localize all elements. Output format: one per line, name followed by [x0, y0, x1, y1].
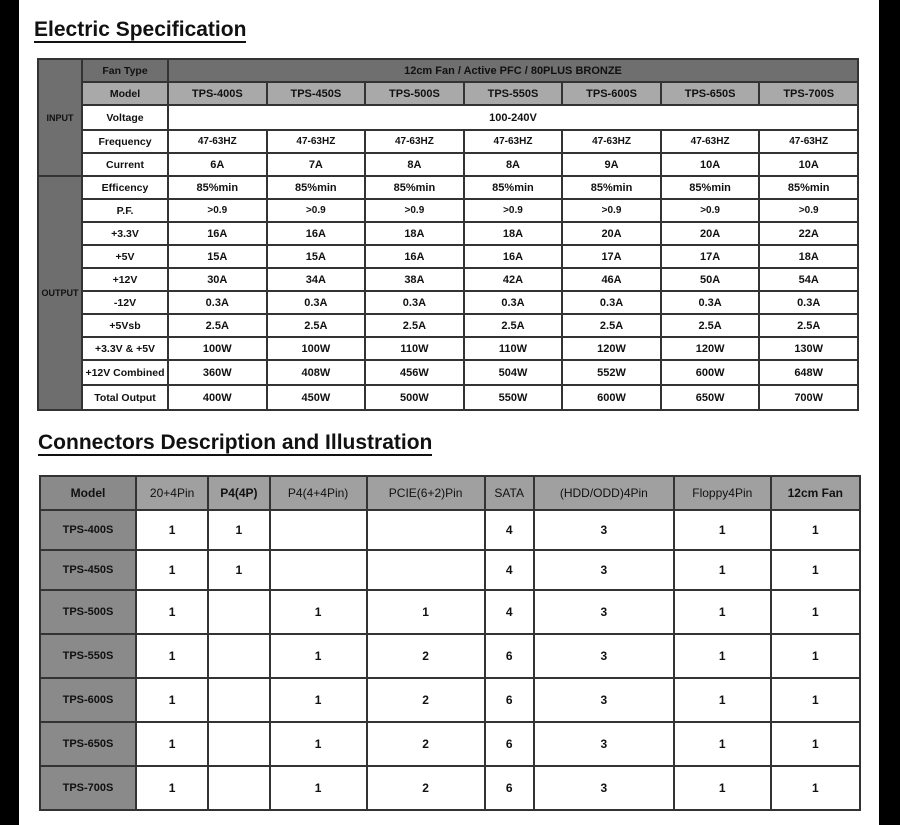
column-header: SATA: [485, 476, 534, 510]
spec-value: 110W: [464, 337, 563, 360]
spec-value: 47-63HZ: [365, 130, 464, 153]
spec-value: 22A: [759, 222, 858, 245]
connector-count: 1: [674, 510, 771, 550]
model-cell: TPS-650S: [40, 722, 136, 766]
spec-row: [38, 130, 858, 153]
spec-value: 34A: [267, 268, 366, 291]
column-header: PCIE(6+2)Pin: [367, 476, 485, 510]
connector-count: [367, 550, 485, 590]
connector-count: 1: [674, 550, 771, 590]
spec-value: >0.9: [562, 199, 661, 222]
spec-value: 450W: [267, 385, 366, 410]
connector-count: 3: [534, 766, 674, 810]
connector-count: 4: [485, 510, 534, 550]
spec-value: 550W: [464, 385, 563, 410]
connector-count: 1: [208, 510, 269, 550]
spec-value: 0.3A: [168, 291, 267, 314]
spec-value: 46A: [562, 268, 661, 291]
spec-value: 120W: [661, 337, 760, 360]
spec-value: 54A: [759, 268, 858, 291]
row-label: +3.3V: [82, 222, 168, 245]
spec-value: 0.3A: [464, 291, 563, 314]
connector-count: 6: [485, 766, 534, 810]
row-label: Total Output: [82, 385, 168, 410]
row-label: Fan Type: [82, 59, 168, 82]
table-row: [40, 590, 860, 634]
connector-count: 1: [270, 678, 367, 722]
spec-row: [38, 222, 858, 245]
model-header: TPS-400S: [168, 82, 267, 105]
connector-count: 1: [674, 766, 771, 810]
row-label: Frequency: [82, 130, 168, 153]
input-section-label: INPUT: [38, 59, 82, 176]
column-header: P4(4P): [208, 476, 269, 510]
spec-value: 18A: [464, 222, 563, 245]
spec-value: 10A: [661, 153, 760, 176]
spec-row: [38, 153, 858, 176]
spec-row: [38, 337, 858, 360]
spec-value: 85%min: [168, 176, 267, 199]
connector-count: 1: [208, 550, 269, 590]
spec-value: 2.5A: [759, 314, 858, 337]
spec-value: 360W: [168, 360, 267, 385]
connector-count: 1: [136, 550, 208, 590]
connector-count: 1: [136, 590, 208, 634]
table-row: [40, 766, 860, 810]
spec-value: 47-63HZ: [562, 130, 661, 153]
connector-count: 1: [136, 766, 208, 810]
column-header: P4(4+4Pin): [270, 476, 367, 510]
spec-value: 47-63HZ: [759, 130, 858, 153]
spec-value: 500W: [365, 385, 464, 410]
connector-count: 3: [534, 550, 674, 590]
spec-value: 504W: [464, 360, 563, 385]
connector-count: 1: [270, 722, 367, 766]
electric-spec-table: [37, 58, 859, 411]
model-row: [38, 82, 858, 105]
spec-value: 2.5A: [661, 314, 760, 337]
spec-value: 408W: [267, 360, 366, 385]
row-label: Current: [82, 153, 168, 176]
connector-count: 1: [136, 722, 208, 766]
connector-count: [270, 510, 367, 550]
spec-value: 9A: [562, 153, 661, 176]
row-label: Efficency: [82, 176, 168, 199]
fan-type-value: 12cm Fan / Active PFC / 80PLUS BRONZE: [168, 59, 858, 82]
row-label: +12V Combined: [82, 360, 168, 385]
spec-value: 85%min: [267, 176, 366, 199]
connector-count: 1: [270, 766, 367, 810]
spec-value: 400W: [168, 385, 267, 410]
spec-value: 552W: [562, 360, 661, 385]
connector-count: 1: [674, 634, 771, 678]
model-header: TPS-450S: [267, 82, 366, 105]
column-header: Model: [40, 476, 136, 510]
spec-value: 42A: [464, 268, 563, 291]
connector-count: 1: [367, 590, 485, 634]
connector-count: 1: [674, 722, 771, 766]
spec-value: 100W: [267, 337, 366, 360]
connector-count: 6: [485, 678, 534, 722]
spec-value: 0.3A: [267, 291, 366, 314]
connector-count: 3: [534, 510, 674, 550]
table-row: [40, 722, 860, 766]
spec-value: 50A: [661, 268, 760, 291]
connector-count: [367, 510, 485, 550]
spec-value: 10A: [759, 153, 858, 176]
spec-value: 700W: [759, 385, 858, 410]
model-header: TPS-550S: [464, 82, 563, 105]
spec-value: 17A: [562, 245, 661, 268]
spec-row: [38, 245, 858, 268]
connector-count: 1: [674, 678, 771, 722]
connector-count: 4: [485, 590, 534, 634]
spec-value: 47-63HZ: [168, 130, 267, 153]
model-cell: TPS-450S: [40, 550, 136, 590]
connector-count: 1: [270, 634, 367, 678]
spec-row: [38, 314, 858, 337]
connector-count: 1: [771, 678, 860, 722]
spec-value: 2.5A: [562, 314, 661, 337]
model-cell: TPS-500S: [40, 590, 136, 634]
spec-value: 16A: [168, 222, 267, 245]
spec-value: 456W: [365, 360, 464, 385]
connector-count: 1: [136, 634, 208, 678]
connector-count: 1: [136, 678, 208, 722]
spec-value: 648W: [759, 360, 858, 385]
connector-count: 6: [485, 722, 534, 766]
model-cell: TPS-550S: [40, 634, 136, 678]
connector-count: 1: [771, 510, 860, 550]
spec-row: [38, 291, 858, 314]
spec-value: 85%min: [759, 176, 858, 199]
column-header: 20+4Pin: [136, 476, 208, 510]
row-label: Model: [82, 82, 168, 105]
spec-value: 85%min: [464, 176, 563, 199]
table-row: [40, 510, 860, 550]
connector-count: [208, 766, 269, 810]
spec-row: [38, 385, 858, 410]
connector-count: 3: [534, 722, 674, 766]
spec-value: 100W: [168, 337, 267, 360]
spec-value: 600W: [562, 385, 661, 410]
model-cell: TPS-700S: [40, 766, 136, 810]
connectors-title: Connectors Description and Illustration: [38, 431, 433, 454]
spec-value: 18A: [759, 245, 858, 268]
connector-count: 2: [367, 722, 485, 766]
spec-row: [38, 360, 858, 385]
connector-count: 2: [367, 678, 485, 722]
spec-value: 2.5A: [365, 314, 464, 337]
spec-sheet-page: [19, 0, 879, 825]
spec-value: 0.3A: [562, 291, 661, 314]
model-cell: TPS-600S: [40, 678, 136, 722]
table-row: [40, 678, 860, 722]
connector-count: 4: [485, 550, 534, 590]
spec-value: 110W: [365, 337, 464, 360]
spec-value: 47-63HZ: [267, 130, 366, 153]
spec-value: 130W: [759, 337, 858, 360]
electric-spec-title: Electric Specification: [34, 18, 247, 41]
spec-value: 120W: [562, 337, 661, 360]
spec-value: 0.3A: [365, 291, 464, 314]
connectors-header-row: [40, 476, 860, 510]
table-row: [40, 634, 860, 678]
connector-count: [270, 550, 367, 590]
spec-value: 2.5A: [464, 314, 563, 337]
spec-value: >0.9: [661, 199, 760, 222]
row-label: -12V: [82, 291, 168, 314]
connector-count: 1: [771, 550, 860, 590]
row-label: +5Vsb: [82, 314, 168, 337]
connectors-table: [39, 475, 861, 811]
voltage-value: 100-240V: [168, 105, 858, 130]
connector-count: 2: [367, 766, 485, 810]
column-header: (HDD/ODD)4Pin: [534, 476, 674, 510]
connector-count: [208, 678, 269, 722]
spec-value: 17A: [661, 245, 760, 268]
column-header: Floppy4Pin: [674, 476, 771, 510]
spec-value: 85%min: [365, 176, 464, 199]
spec-value: 8A: [464, 153, 563, 176]
spec-row: [38, 199, 858, 222]
spec-value: 16A: [267, 222, 366, 245]
spec-value: 0.3A: [661, 291, 760, 314]
row-label: +5V: [82, 245, 168, 268]
connector-count: 1: [771, 766, 860, 810]
spec-value: 2.5A: [267, 314, 366, 337]
spec-value: 47-63HZ: [464, 130, 563, 153]
voltage-row: [38, 105, 858, 130]
row-label: Voltage: [82, 105, 168, 130]
connector-count: [208, 590, 269, 634]
spec-value: 15A: [168, 245, 267, 268]
connector-count: [208, 722, 269, 766]
connector-count: 1: [771, 634, 860, 678]
spec-value: 16A: [365, 245, 464, 268]
column-header: 12cm Fan: [771, 476, 860, 510]
spec-value: 650W: [661, 385, 760, 410]
row-label: +3.3V & +5V: [82, 337, 168, 360]
output-section-label: OUTPUT: [38, 176, 82, 410]
spec-value: 18A: [365, 222, 464, 245]
connector-count: 1: [136, 510, 208, 550]
connector-count: 1: [674, 590, 771, 634]
model-header: TPS-650S: [661, 82, 760, 105]
spec-value: 47-63HZ: [661, 130, 760, 153]
spec-row: [38, 268, 858, 291]
spec-value: 20A: [661, 222, 760, 245]
connector-count: 1: [270, 590, 367, 634]
spec-value: >0.9: [464, 199, 563, 222]
spec-value: 0.3A: [759, 291, 858, 314]
connector-count: 3: [534, 678, 674, 722]
spec-value: 38A: [365, 268, 464, 291]
connector-count: 2: [367, 634, 485, 678]
model-header: TPS-500S: [365, 82, 464, 105]
spec-value: >0.9: [168, 199, 267, 222]
spec-value: 8A: [365, 153, 464, 176]
spec-value: 7A: [267, 153, 366, 176]
connector-count: [208, 634, 269, 678]
row-label: +12V: [82, 268, 168, 291]
model-cell: TPS-400S: [40, 510, 136, 550]
spec-value: >0.9: [267, 199, 366, 222]
connector-count: 1: [771, 590, 860, 634]
spec-value: 30A: [168, 268, 267, 291]
row-label: P.F.: [82, 199, 168, 222]
spec-value: 85%min: [661, 176, 760, 199]
spec-row: [38, 176, 858, 199]
spec-value: 2.5A: [168, 314, 267, 337]
spec-value: >0.9: [759, 199, 858, 222]
table-row: [40, 550, 860, 590]
model-header: TPS-700S: [759, 82, 858, 105]
spec-value: 85%min: [562, 176, 661, 199]
connector-count: 3: [534, 590, 674, 634]
connector-count: 1: [771, 722, 860, 766]
connector-count: 3: [534, 634, 674, 678]
model-header: TPS-600S: [562, 82, 661, 105]
spec-value: 16A: [464, 245, 563, 268]
spec-value: 6A: [168, 153, 267, 176]
spec-value: 15A: [267, 245, 366, 268]
spec-value: 20A: [562, 222, 661, 245]
fan-type-row: [38, 59, 858, 82]
spec-value: >0.9: [365, 199, 464, 222]
spec-value: 600W: [661, 360, 760, 385]
connector-count: 6: [485, 634, 534, 678]
